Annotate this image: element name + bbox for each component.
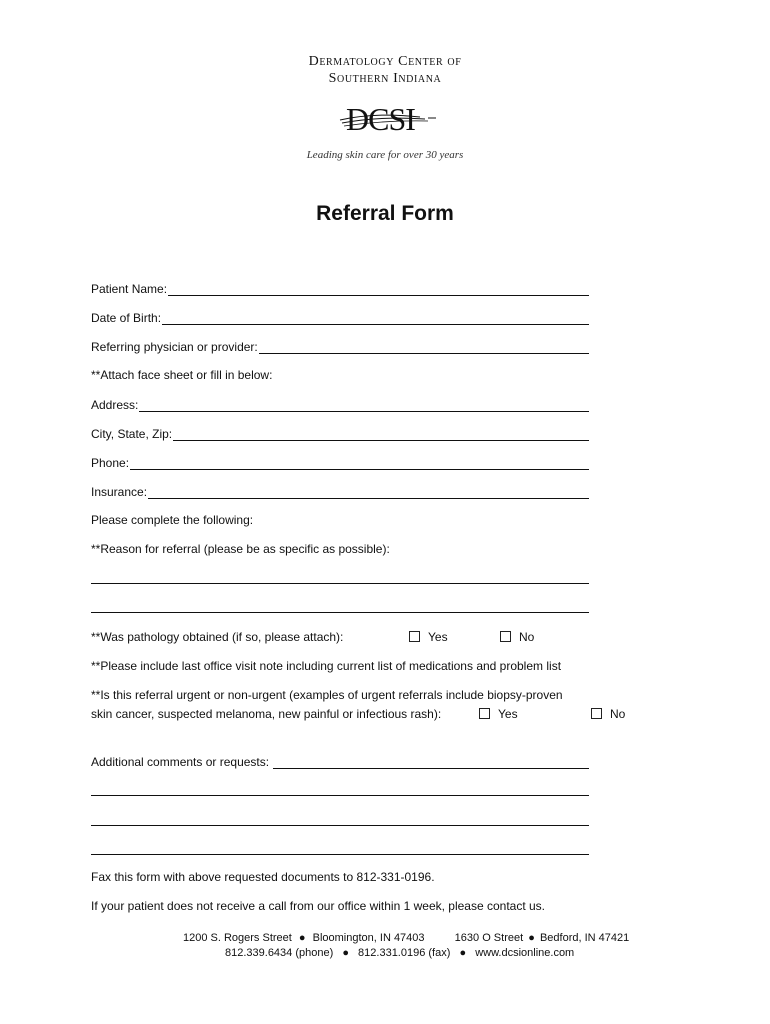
- footer-city-1: Bloomington, IN 47403: [312, 932, 425, 944]
- please-complete-text: Please complete the following:: [91, 513, 254, 527]
- urgent-no-option[interactable]: [591, 707, 625, 721]
- referring-provider-label: Referring physician or provider:: [91, 340, 258, 354]
- reason-label: **Reason for referral (please be as specific as possible):: [91, 542, 390, 556]
- pathology-no-option[interactable]: [500, 630, 534, 644]
- dob-field[interactable]: [91, 307, 589, 325]
- referring-provider-field[interactable]: [91, 336, 589, 354]
- bullet-icon: ●: [298, 932, 306, 944]
- reason-line-1[interactable]: [91, 583, 589, 584]
- contact-note: If your patient does not receive a call from our office within 1 week, please contact us.: [91, 899, 546, 913]
- office-note-text: **Please include last office visit note including current list of medications and problem list: [91, 659, 562, 673]
- tagline: Leading skin care for over 30 years: [306, 149, 464, 161]
- comments-line-3[interactable]: [91, 825, 589, 826]
- footer-addresses: [183, 932, 629, 944]
- footer-contact: [225, 947, 574, 959]
- insurance-line[interactable]: [148, 485, 589, 499]
- urgent-question-line2: skin cancer, suspected melanoma, new painful or infectious rash):: [91, 707, 442, 721]
- dob-label: Date of Birth:: [91, 311, 162, 325]
- comments-line[interactable]: [273, 755, 589, 769]
- urgent-yes-option[interactable]: [479, 707, 518, 721]
- comments-line-2[interactable]: [91, 795, 589, 796]
- bullet-icon: ●: [459, 947, 467, 959]
- dcsi-logo: [330, 100, 450, 136]
- footer-address-2: 1630 O Street: [454, 932, 524, 944]
- patient-name-field[interactable]: [91, 278, 589, 296]
- patient-name-line[interactable]: [168, 282, 589, 296]
- address-line[interactable]: [139, 398, 589, 412]
- dob-line[interactable]: [162, 311, 589, 325]
- bullet-icon: ●: [528, 932, 535, 944]
- urgent-yes-label: Yes: [498, 707, 518, 721]
- footer-website-link[interactable]: www.dcsionline.com: [475, 947, 575, 959]
- phone-label: Phone:: [91, 456, 130, 470]
- footer-fax: 812.331.0196 (fax): [358, 947, 451, 959]
- phone-field[interactable]: [91, 452, 589, 470]
- footer-city-2: Bedford, IN 47421: [539, 932, 630, 944]
- urgent-yes-checkbox[interactable]: [479, 708, 490, 719]
- address-field[interactable]: [91, 394, 589, 412]
- urgent-question-line1: **Is this referral urgent or non-urgent (examples of urgent referrals include biopsy-proven: [91, 688, 563, 702]
- city-state-zip-label: City, State, Zip:: [91, 427, 173, 441]
- logo-wordmark: DCSI: [346, 101, 415, 136]
- page-title: Referral Form: [316, 202, 454, 225]
- comments-line-4[interactable]: [91, 854, 589, 855]
- city-state-zip-field[interactable]: [91, 423, 589, 441]
- pathology-no-label: No: [519, 630, 535, 644]
- comments-label: Additional comments or requests:: [91, 755, 273, 769]
- bullet-icon: ●: [342, 947, 349, 959]
- footer-phone: 812.339.6434 (phone): [225, 947, 334, 959]
- footer-address-1: 1200 S. Rogers Street: [183, 932, 292, 944]
- patient-name-label: Patient Name:: [91, 282, 168, 296]
- pathology-label: **Was pathology obtained (if so, please attach):: [91, 630, 344, 644]
- pathology-yes-checkbox[interactable]: [409, 631, 420, 642]
- reason-line-2[interactable]: [91, 612, 589, 613]
- org-name-line1: Dermatology Center of: [308, 54, 462, 69]
- pathology-yes-label: Yes: [428, 630, 448, 644]
- urgent-no-checkbox[interactable]: [591, 708, 602, 719]
- referring-provider-line[interactable]: [259, 340, 589, 354]
- address-label: Address:: [91, 398, 139, 412]
- pathology-yes-option[interactable]: [409, 630, 448, 644]
- comments-field[interactable]: [91, 751, 589, 769]
- urgent-no-label: No: [610, 707, 626, 721]
- pathology-no-checkbox[interactable]: [500, 631, 511, 642]
- phone-line[interactable]: [130, 456, 589, 470]
- city-state-zip-line[interactable]: [173, 427, 589, 441]
- attach-note: **Attach face sheet or fill in below:: [91, 368, 273, 382]
- insurance-label: Insurance:: [91, 485, 148, 499]
- fax-note: Fax this form with above requested documents to 812-331-0196.: [91, 870, 435, 884]
- insurance-field[interactable]: [91, 481, 589, 499]
- org-name-line2: Southern Indiana: [328, 71, 442, 86]
